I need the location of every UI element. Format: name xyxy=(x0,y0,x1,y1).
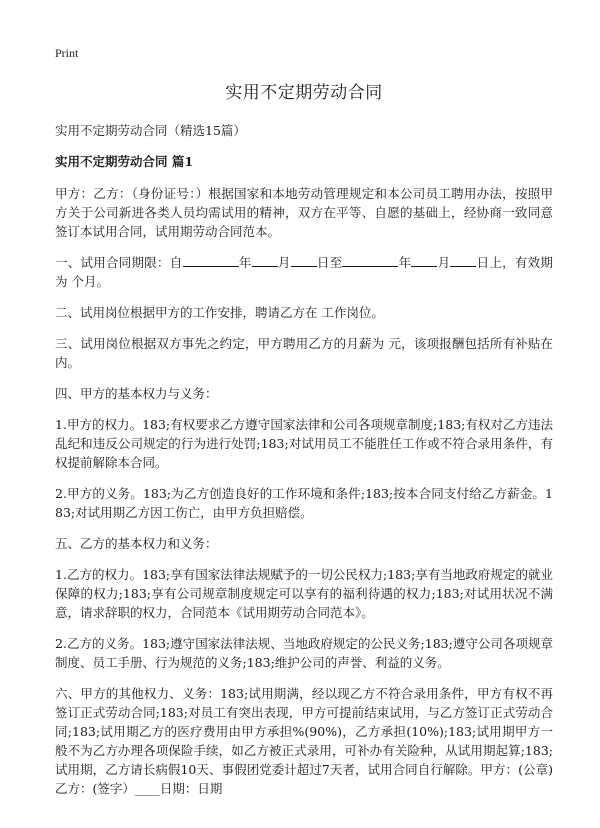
document-body xyxy=(55,72,553,798)
paragraph-clause-5-heading: 五、乙方的基本权力和义务： xyxy=(55,536,218,551)
paragraph-party-b-duties: 2.乙方的义务。183;遵守国家法律法规、当地政府规定的公民义务;183;遵守公司各项规章制度、员工手册、行为规范的义务;183;维护公司的声誉、利益的义务。 xyxy=(55,636,553,670)
paragraph-party-b-rights: 1.乙方的权力。183;享有国家法律法规赋予的一切公民权力;183;享有当地政府规定的就业保障的权力;183;享有公司规章制度规定可以享有的福利待遇的权力;183;对试用状况不满意，请求辞职的权力，合同范本《试用期劳动合同范本》。 xyxy=(55,567,553,620)
blank-start-day xyxy=(291,254,317,267)
paragraph-clause-2: 二、试用岗位根据甲方的工作安排，聘请乙方在 工作岗位。 xyxy=(55,305,384,320)
blank-end-year xyxy=(342,254,398,267)
blank-start-year xyxy=(183,254,239,267)
paragraph-clause-3: 三、试用岗位根据双方事先之约定，甲方聘用乙方的月薪为 元，该项报酬包括所有补贴在内。 xyxy=(55,336,553,370)
blank-end-day xyxy=(450,254,476,267)
blank-start-month xyxy=(252,254,278,267)
paragraph-party-a-duties: 2.甲方的义务。183;为乙方创造良好的工作环境和条件;183;按本合同支付给乙方薪金。183;对试用期乙方因工伤亡，由甲方负担赔偿。 xyxy=(55,486,553,520)
paragraph-clause-1 xyxy=(55,253,553,291)
clause-1-text: 日至 xyxy=(316,255,343,270)
clause-1-text: 年 xyxy=(398,255,412,270)
section-heading: 实用不定期劳动合同 篇1 xyxy=(55,154,194,169)
paragraph-preamble: 甲方：乙方：（身份证号：）根据国家和本地劳动管理规定和本公司员工聘用办法，按照甲方关于公司新进各类人员均需试用的精神，双方在平等、自愿的基础上，经协商一致同意签订本试用合同，试用期劳动合同范本。 xyxy=(55,186,553,239)
clause-1-text: 月 xyxy=(277,255,291,270)
clause-1-text: 月 xyxy=(437,255,451,270)
blank-end-month xyxy=(411,254,437,267)
paragraph-clause-6: 六、甲方的其他权力、义务：183;试用期满，经以现乙方不符合录用条件，甲方有权不再签订正式劳动合同;183;对员工有突出表现，甲方可提前结束试用，与乙方签订正式劳动合同;183;试用期乙方的医疗费用由甲方承担%(90%)，乙方承担(10%);183;试用期甲方一般不为乙方办理各项保险手续，如乙方被正式录用，可补办有关险种，从试用期起算;183;试用期，乙方请长病假10天、事假团党委计超过7天者，试用合同自行解除。甲方：(公章)乙方：(签字）____日期：日期 xyxy=(55,686,553,796)
clause-1-text: 日上，有效期为 个月。 xyxy=(55,255,553,289)
print-link[interactable]: Print xyxy=(55,46,79,60)
paragraph-clause-4-heading: 四、甲方的基本权力与义务： xyxy=(55,386,218,401)
document-title: 实用不定期劳动合同 xyxy=(225,83,383,103)
clause-1-text: 一、试用合同期限：自 xyxy=(55,255,183,270)
clause-1-text: 年 xyxy=(238,255,252,270)
document-subtitle: 实用不定期劳动合同（精选15篇） xyxy=(55,123,246,138)
paragraph-party-a-rights: 1.甲方的权力。183;有权要求乙方遵守国家法律和公司各项规章制度;183;有权对乙方违法乱纪和违反公司规定的行为进行处罚;183;对试用员工不能胜任工作或不符合录用条件，有权提前解除本合同。 xyxy=(55,417,553,470)
